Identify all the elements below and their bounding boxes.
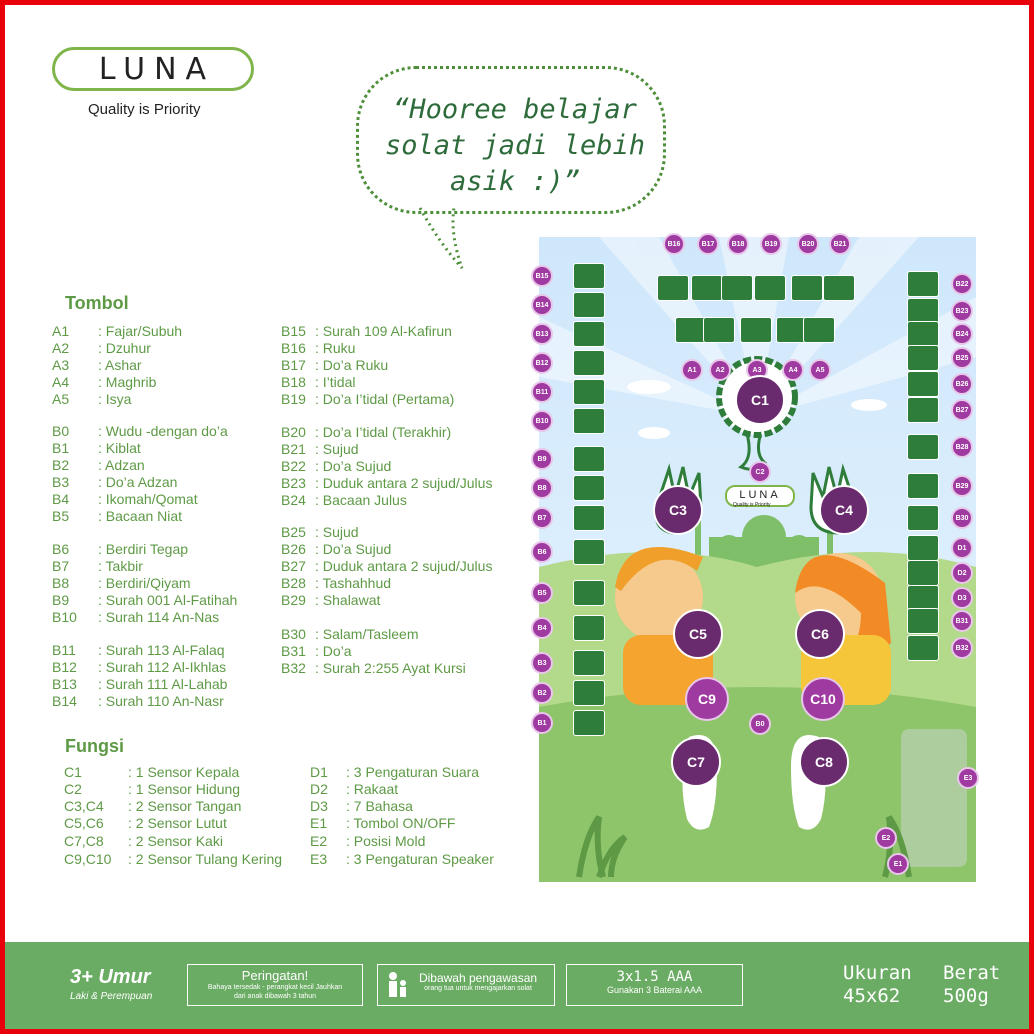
pin-d1: D1 bbox=[951, 537, 973, 559]
legend-row bbox=[64, 851, 282, 867]
pin-b17: B17 bbox=[697, 233, 719, 255]
pin-c10: C10 bbox=[801, 677, 845, 721]
legend-desc: : Tashahhud bbox=[315, 575, 392, 591]
parent-child-icon bbox=[386, 971, 408, 999]
pin-b14: B14 bbox=[531, 294, 553, 316]
warning-title: Peringatan! bbox=[241, 968, 309, 983]
legend-desc: : 3 Pengaturan Suara bbox=[346, 764, 480, 780]
legend-row bbox=[52, 423, 228, 439]
legend-row bbox=[52, 323, 182, 339]
mat-button-b15[interactable] bbox=[573, 263, 605, 289]
pin-b25: B25 bbox=[951, 347, 973, 369]
legend-code: B5 bbox=[52, 508, 70, 524]
legend-code: B30 bbox=[281, 626, 306, 642]
supervision-text: orang tua untuk mengajarkan solat bbox=[424, 985, 532, 992]
pin-b8: B8 bbox=[531, 477, 553, 499]
legend-code: B8 bbox=[52, 575, 70, 591]
legend-row bbox=[52, 491, 198, 507]
legend-row bbox=[52, 659, 226, 675]
legend-desc: : Bacaan Julus bbox=[315, 492, 407, 508]
legend-desc: : I’tidal bbox=[315, 374, 356, 390]
legend-code: B9 bbox=[52, 592, 70, 608]
pin-a3: A3 bbox=[746, 359, 768, 381]
legend-row bbox=[52, 642, 225, 658]
legend-desc: : Duduk antara 2 sujud/Julus bbox=[315, 558, 493, 574]
mat-button-b30[interactable] bbox=[907, 505, 939, 531]
legend-code: E1 bbox=[310, 815, 328, 831]
pin-b24: B24 bbox=[951, 323, 973, 345]
mat-button-b13[interactable] bbox=[573, 321, 605, 347]
mat-button-b3[interactable] bbox=[573, 650, 605, 676]
logo-brand: LUNA bbox=[98, 51, 216, 87]
gender-label: Laki & Perempuan bbox=[70, 991, 153, 1002]
legend-code: B26 bbox=[281, 541, 306, 557]
legend-row bbox=[281, 357, 388, 373]
mat-button-b26[interactable] bbox=[907, 371, 939, 397]
battery-box bbox=[566, 964, 743, 1006]
battery-title: 3x1.5 AAA bbox=[616, 969, 693, 985]
mat-button-b29[interactable] bbox=[907, 473, 939, 499]
legend-desc: : 2 Sensor Lutut bbox=[128, 815, 227, 831]
mat-button-b25[interactable] bbox=[907, 345, 939, 371]
legend-code: B13 bbox=[52, 676, 77, 692]
legend-row bbox=[52, 592, 237, 608]
legend-code: B7 bbox=[52, 558, 70, 574]
legend-code: B32 bbox=[281, 660, 306, 676]
legend-desc: : Ashar bbox=[98, 357, 142, 373]
legend-row bbox=[64, 833, 223, 849]
bubble-text: “Hooree belajar solat jadi lebih asik :)” bbox=[384, 94, 646, 197]
legend-code: B23 bbox=[281, 475, 306, 491]
mat-button-b28[interactable] bbox=[907, 434, 939, 460]
legend-row bbox=[281, 441, 359, 457]
pin-b10: B10 bbox=[531, 410, 553, 432]
legend-desc: : Do’a Sujud bbox=[315, 541, 392, 557]
legend-row bbox=[310, 833, 425, 849]
legend-desc: : Rakaat bbox=[346, 781, 399, 797]
legend-row bbox=[281, 424, 451, 440]
legend-code: B0 bbox=[52, 423, 70, 439]
mat-button-b8[interactable] bbox=[573, 475, 605, 501]
legend-code: A4 bbox=[52, 374, 70, 390]
legend-row bbox=[52, 474, 177, 490]
mat-button-b27[interactable] bbox=[907, 397, 939, 423]
legend-code: D1 bbox=[310, 764, 328, 780]
legend-row bbox=[281, 323, 452, 339]
pin-b3: B3 bbox=[531, 652, 553, 674]
size-label: Ukuran bbox=[843, 962, 912, 984]
legend-code: A1 bbox=[52, 323, 70, 339]
legend-code: B18 bbox=[281, 374, 306, 390]
legend-desc: : Adzan bbox=[98, 457, 145, 473]
legend-row bbox=[52, 541, 188, 557]
legend-desc: : Do’a Ruku bbox=[315, 357, 389, 373]
legend-row bbox=[52, 340, 151, 356]
age-label: 3+ Umur bbox=[70, 966, 151, 988]
legend-code: E2 bbox=[310, 833, 328, 849]
legend-code: A2 bbox=[52, 340, 70, 356]
pin-b20: B20 bbox=[797, 233, 819, 255]
legend-desc: : Surah 109 Al-Kafirun bbox=[315, 323, 452, 339]
legend-row bbox=[281, 575, 391, 591]
legend-code: A3 bbox=[52, 357, 70, 373]
pin-b27: B27 bbox=[951, 399, 973, 421]
legend-code: B3 bbox=[52, 474, 70, 490]
pin-e3: E3 bbox=[957, 767, 979, 789]
legend-code: D2 bbox=[310, 781, 328, 797]
mat-button-b14[interactable] bbox=[573, 292, 605, 318]
legend-desc: : Posisi Mold bbox=[346, 833, 426, 849]
legend-desc: : Surah 001 Al-Fatihah bbox=[98, 592, 238, 608]
pin-d3: D3 bbox=[951, 587, 973, 609]
legend-row bbox=[281, 492, 407, 508]
pin-b30: B30 bbox=[951, 507, 973, 529]
sensor-c1[interactable]: C1 bbox=[735, 375, 785, 425]
warning-text: Bahaya tersedak - perangkat kecil Jauhkan dari anak dibawah 3 tahun bbox=[207, 984, 343, 1000]
legend-row bbox=[281, 458, 391, 474]
legend-row bbox=[310, 815, 455, 831]
legend-desc: : Do’a I’tidal (Pertama) bbox=[315, 391, 455, 407]
pin-b11: B11 bbox=[531, 381, 553, 403]
legend-row bbox=[310, 798, 413, 814]
legend-row bbox=[52, 391, 131, 407]
legend-code: B1 bbox=[52, 440, 70, 456]
legend-row bbox=[64, 798, 241, 814]
legend-code: C5,C6 bbox=[64, 815, 104, 831]
pin-b9: B9 bbox=[531, 448, 553, 470]
mat-button-b24[interactable] bbox=[907, 321, 939, 347]
legend-code: B17 bbox=[281, 357, 306, 373]
legend-row bbox=[281, 541, 391, 557]
mat-button-a3[interactable] bbox=[740, 317, 772, 343]
mat-button-b21[interactable] bbox=[823, 275, 855, 301]
fungsi-heading: Fungsi bbox=[65, 736, 124, 756]
legend-desc: : Do’a Sujud bbox=[315, 458, 392, 474]
legend-code: C1 bbox=[64, 764, 82, 780]
legend-row bbox=[281, 558, 492, 574]
legend-desc: : Bacaan Niat bbox=[98, 508, 183, 524]
sensor-c4[interactable]: C4 bbox=[819, 485, 869, 535]
legend-row bbox=[52, 693, 224, 709]
legend-desc: : Isya bbox=[98, 391, 132, 407]
legend-desc: : Do’a Adzan bbox=[98, 474, 178, 490]
pin-b15: B15 bbox=[531, 265, 553, 287]
legend-desc: : Salam/Tasleem bbox=[315, 626, 419, 642]
sensor-c7[interactable]: C7 bbox=[671, 737, 721, 787]
pin-b7: B7 bbox=[531, 507, 553, 529]
legend-desc: : Sujud bbox=[315, 524, 359, 540]
pin-b26: B26 bbox=[951, 373, 973, 395]
legend-code: B22 bbox=[281, 458, 306, 474]
pin-a5: A5 bbox=[809, 359, 831, 381]
pin-b23: B23 bbox=[951, 300, 973, 322]
weight-label: Berat bbox=[943, 962, 1001, 984]
legend-row bbox=[64, 781, 240, 797]
pin-c9: C9 bbox=[685, 677, 729, 721]
legend-code: C2 bbox=[64, 781, 82, 797]
pin-b19: B19 bbox=[760, 233, 782, 255]
mat-button-b19[interactable] bbox=[754, 275, 786, 301]
pin-b32: B32 bbox=[951, 637, 973, 659]
legend-row bbox=[52, 440, 141, 456]
legend-desc: : Surah 2:255 Ayat Kursi bbox=[315, 660, 466, 676]
legend-row bbox=[310, 781, 398, 797]
tombol-heading: Tombol bbox=[65, 293, 129, 313]
legend-desc: : 2 Sensor Kaki bbox=[128, 833, 223, 849]
legend-desc: : Tombol ON/OFF bbox=[346, 815, 456, 831]
legend-code: B14 bbox=[52, 693, 77, 709]
legend-row bbox=[52, 508, 182, 524]
legend-code: D3 bbox=[310, 798, 328, 814]
legend-code: E3 bbox=[310, 851, 328, 867]
legend-desc: : Surah 112 Al-Ikhlas bbox=[98, 659, 227, 675]
pin-c2: C2 bbox=[749, 461, 771, 483]
legend-row bbox=[52, 558, 143, 574]
legend-desc: : Surah 110 An-Nasr bbox=[98, 693, 224, 709]
legend-row bbox=[281, 592, 380, 608]
pin-b2: B2 bbox=[531, 682, 553, 704]
mat-button-b22[interactable] bbox=[907, 271, 939, 297]
legend-code: B11 bbox=[52, 642, 76, 658]
mat-button-d1[interactable] bbox=[907, 535, 939, 561]
legend-code: C9,C10 bbox=[64, 851, 112, 867]
mat-button-b10[interactable] bbox=[573, 408, 605, 434]
pin-b4: B4 bbox=[531, 617, 553, 639]
pin-e1: E1 bbox=[887, 853, 909, 875]
mat-button-b1[interactable] bbox=[573, 710, 605, 736]
legend-code: B25 bbox=[281, 524, 306, 540]
legend-code: B10 bbox=[52, 609, 77, 625]
legend-desc: : Ruku bbox=[315, 340, 356, 356]
legend-row bbox=[281, 524, 359, 540]
legend-code: B6 bbox=[52, 541, 70, 557]
legend-desc: : Berdiri Tegap bbox=[98, 541, 189, 557]
mat-logo: LUNA bbox=[725, 485, 795, 507]
legend-code: C7,C8 bbox=[64, 833, 104, 849]
legend-desc: : Takbir bbox=[98, 558, 143, 574]
legend-code: B28 bbox=[281, 575, 306, 591]
legend-desc: : Surah 111 Al-Lahab bbox=[98, 676, 228, 692]
weight-value: 500g bbox=[943, 985, 989, 1007]
legend-desc: : Do’a I’tidal (Terakhir) bbox=[315, 424, 452, 440]
prayer-mat bbox=[535, 237, 976, 882]
legend-code: B27 bbox=[281, 558, 306, 574]
legend-desc: : Maghrib bbox=[98, 374, 157, 390]
mat-button-b31[interactable] bbox=[907, 608, 939, 634]
legend-code: B24 bbox=[281, 492, 306, 508]
legend-row bbox=[52, 676, 227, 692]
legend-code: B2 bbox=[52, 457, 70, 473]
warning-box bbox=[187, 964, 363, 1006]
mat-button-b2[interactable] bbox=[573, 680, 605, 706]
sensor-c3[interactable]: C3 bbox=[653, 485, 703, 535]
legend-desc: : 3 Pengaturan Speaker bbox=[346, 851, 494, 867]
legend-desc: : Shalawat bbox=[315, 592, 381, 608]
mat-button-b4[interactable] bbox=[573, 615, 605, 641]
mat-button-b18[interactable] bbox=[721, 275, 753, 301]
legend-row bbox=[281, 340, 355, 356]
legend-desc: : Sujud bbox=[315, 441, 359, 457]
legend-code: A5 bbox=[52, 391, 70, 407]
legend-row bbox=[281, 626, 418, 642]
legend-desc: : Ikomah/Qomat bbox=[98, 491, 198, 507]
legend-desc: : Wudu -dengan do’a bbox=[98, 423, 228, 439]
mat-button-b20[interactable] bbox=[791, 275, 823, 301]
legend-code: B20 bbox=[281, 424, 306, 440]
legend-code: B4 bbox=[52, 491, 70, 507]
sensor-c5[interactable]: C5 bbox=[673, 609, 723, 659]
logo-tagline: Quality is Priority bbox=[88, 101, 201, 118]
legend-row bbox=[281, 475, 492, 491]
legend-desc: : Surah 114 An-Nas bbox=[98, 609, 220, 625]
sensor-c8[interactable]: C8 bbox=[799, 737, 849, 787]
pin-b18: B18 bbox=[727, 233, 749, 255]
pin-b12: B12 bbox=[531, 352, 553, 374]
legend-code: B16 bbox=[281, 340, 306, 356]
legend-row bbox=[310, 851, 494, 867]
pin-a2: A2 bbox=[709, 359, 731, 381]
mat-button-b12[interactable] bbox=[573, 350, 605, 376]
legend-desc: : 2 Sensor Tulang Kering bbox=[128, 851, 283, 867]
legend-row bbox=[281, 391, 454, 407]
legend-code: B21 bbox=[281, 441, 306, 457]
mat-button-d2[interactable] bbox=[907, 560, 939, 586]
battery-text: Gunakan 3 Baterai AAA bbox=[606, 985, 703, 995]
pin-b0: B0 bbox=[749, 713, 771, 735]
legend-desc: : 7 Bahasa bbox=[346, 798, 413, 814]
mat-button-b5[interactable] bbox=[573, 580, 605, 606]
legend-desc: : 1 Sensor Kepala bbox=[128, 764, 240, 780]
pin-d2: D2 bbox=[951, 562, 973, 584]
legend-desc: : Berdiri/Qiyam bbox=[98, 575, 191, 591]
size-value: 45x62 bbox=[843, 985, 901, 1007]
mat-tagline: Quality is Priority bbox=[733, 502, 771, 508]
legend-row bbox=[52, 575, 191, 591]
pin-b6: B6 bbox=[531, 541, 553, 563]
supervision-box bbox=[377, 964, 555, 1006]
legend-code: B31 bbox=[281, 643, 306, 659]
mat-button-b32[interactable] bbox=[907, 635, 939, 661]
pin-b5: B5 bbox=[531, 582, 553, 604]
legend-desc: : Do’a bbox=[315, 643, 352, 659]
sensor-c6[interactable]: C6 bbox=[795, 609, 845, 659]
mat-button-a2[interactable] bbox=[703, 317, 735, 343]
legend-code: B15 bbox=[281, 323, 306, 339]
legend-row bbox=[281, 374, 355, 390]
speech-bubble-tail bbox=[410, 204, 470, 274]
mat-button-b16[interactable] bbox=[657, 275, 689, 301]
pin-b22: B22 bbox=[951, 273, 973, 295]
legend-desc: : 1 Sensor Hidung bbox=[128, 781, 241, 797]
legend-row bbox=[52, 357, 142, 373]
legend-desc: : Fajar/Subuh bbox=[98, 323, 183, 339]
legend-desc: : 2 Sensor Tangan bbox=[128, 798, 242, 814]
mat-button-b9[interactable] bbox=[573, 446, 605, 472]
pin-b31: B31 bbox=[951, 610, 973, 632]
mat-button-b11[interactable] bbox=[573, 379, 605, 405]
mat-button-b6[interactable] bbox=[573, 539, 605, 565]
luna-logo bbox=[52, 47, 254, 91]
legend-row bbox=[310, 764, 479, 780]
legend-desc: : Dzuhur bbox=[98, 340, 151, 356]
legend-code: B12 bbox=[52, 659, 77, 675]
legend-code: B19 bbox=[281, 391, 306, 407]
legend-desc: : Kiblat bbox=[98, 440, 141, 456]
legend-desc: : Duduk antara 2 sujud/Julus bbox=[315, 475, 493, 491]
legend-row bbox=[281, 643, 352, 659]
pin-b13: B13 bbox=[531, 323, 553, 345]
pin-a4: A4 bbox=[782, 359, 804, 381]
legend-desc: : Surah 113 Al-Falaq bbox=[98, 642, 225, 658]
legend-row bbox=[52, 374, 156, 390]
pin-e2: E2 bbox=[875, 827, 897, 849]
pin-b29: B29 bbox=[951, 475, 973, 497]
pin-b21: B21 bbox=[829, 233, 851, 255]
legend-row bbox=[281, 660, 466, 676]
mat-button-b7[interactable] bbox=[573, 505, 605, 531]
mat-button-a5[interactable] bbox=[803, 317, 835, 343]
legend-row bbox=[52, 609, 219, 625]
legend-code: C3,C4 bbox=[64, 798, 104, 814]
legend-row bbox=[52, 457, 145, 473]
pin-b16: B16 bbox=[663, 233, 685, 255]
supervision-title: Dibawah pengawasan bbox=[418, 971, 538, 985]
legend-code: B29 bbox=[281, 592, 306, 608]
legend-row bbox=[64, 764, 239, 780]
pin-b28: B28 bbox=[951, 436, 973, 458]
legend-row bbox=[64, 815, 227, 831]
mat-button-b17[interactable] bbox=[691, 275, 723, 301]
pin-a1: A1 bbox=[681, 359, 703, 381]
pin-b1: B1 bbox=[531, 712, 553, 734]
